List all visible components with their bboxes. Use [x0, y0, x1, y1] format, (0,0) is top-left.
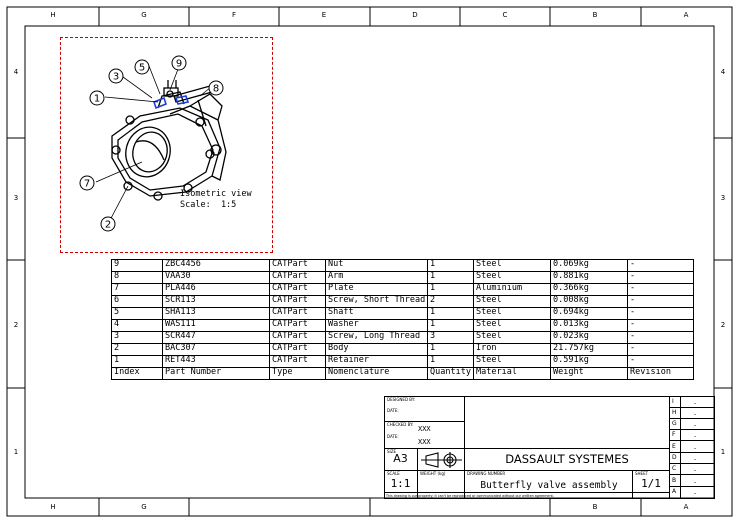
bom-cell: Screw, Long Thread: [328, 331, 421, 341]
balloon-label: 3: [112, 71, 120, 83]
view-caption: Isometric view: [180, 189, 252, 199]
balloon-3[interactable]: [108, 68, 124, 84]
disclaimer-text: This drawing is our property; it can't be reproduced or communicated without our written agreement.: [386, 493, 554, 498]
bom-cell: -: [630, 331, 636, 341]
balloon-label: 8: [212, 83, 220, 95]
revision-letter: I: [672, 398, 674, 405]
bom-cell: -: [630, 283, 636, 293]
bom-cell: CATPart: [272, 343, 308, 353]
bom-cell: 7: [114, 283, 120, 293]
bom-cell: CATPart: [272, 259, 308, 269]
bom-cell: 6: [114, 295, 120, 305]
bom-cell: -: [630, 259, 636, 269]
balloon-1[interactable]: [89, 90, 105, 106]
bom-cell: RET443: [165, 355, 196, 365]
zone-label-top: H: [50, 11, 56, 19]
zone-label-top: D: [412, 11, 418, 19]
bom-cell: 1: [114, 355, 120, 365]
bom-cell: CATPart: [272, 331, 308, 341]
revision-mark: -: [694, 467, 697, 474]
bom-cell: -: [630, 307, 636, 317]
bom-cell: 1: [430, 271, 436, 281]
checked-by-label: CHECKED BY:: [387, 422, 414, 427]
bom-cell: Iron: [476, 343, 497, 353]
bom-cell: Steel: [476, 331, 502, 341]
revision-letter: D: [672, 454, 677, 461]
bom-cell: VAA30: [165, 271, 191, 281]
zone-label-bottom: B: [592, 503, 598, 511]
bom-cell: CATPart: [272, 307, 308, 317]
bom-cell: 0.008kg: [553, 295, 589, 305]
bom-cell: Steel: [476, 319, 502, 329]
bom-header: Material: [476, 367, 517, 377]
drawing-number-label: DRAWING NUMBER: [467, 471, 506, 476]
zone-label-top: B: [592, 11, 598, 19]
bom-cell: Aluminium: [476, 283, 523, 293]
bom-cell: 1: [430, 259, 436, 269]
balloon-8[interactable]: [208, 80, 224, 96]
bom-cell: 1: [430, 307, 436, 317]
date-value[interactable]: XXX: [418, 438, 431, 446]
bom-cell: 1: [430, 283, 436, 293]
zone-label-right: 3: [720, 194, 726, 202]
bom-header: Part Number: [165, 367, 222, 377]
sheet-label: SHEET: [635, 471, 649, 476]
bom-header: Revision: [630, 367, 671, 377]
bom-header: Index: [114, 367, 140, 377]
bom-cell: CATPart: [272, 271, 308, 281]
sheet-scale: 1:1: [390, 477, 411, 490]
bom-cell: SCR113: [165, 295, 196, 305]
bom-cell: Retainer: [328, 355, 369, 365]
balloon-2[interactable]: [100, 216, 116, 232]
bom-cell: 0.366kg: [553, 283, 589, 293]
bom-cell: Nut: [328, 259, 344, 269]
zone-label-left: 2: [13, 321, 19, 329]
balloon-label: 1: [93, 93, 101, 105]
zone-label-bottom: H: [50, 503, 56, 511]
bom-cell: Washer: [328, 319, 359, 329]
revision-mark: -: [694, 445, 697, 452]
bom-cell: 2: [430, 295, 436, 305]
revision-mark: -: [694, 490, 697, 497]
designed-by-label: DESIGNED BY:: [387, 397, 416, 402]
bom-cell: 9: [114, 259, 120, 269]
bom-cell: WAS111: [165, 319, 196, 329]
size-label: SIZE: [387, 449, 396, 454]
bom-cell: Steel: [476, 355, 502, 365]
bom-cell: 0.023kg: [553, 331, 589, 341]
bom-cell: 0.694kg: [553, 307, 589, 317]
bom-header: Nomenclature: [328, 367, 390, 377]
zone-label-left: 4: [13, 68, 19, 76]
bom-cell: 4: [114, 319, 120, 329]
bom-grid: [111, 259, 695, 381]
zone-label-top: C: [502, 11, 508, 19]
bom-cell: -: [630, 355, 636, 365]
bom-cell: 0.069kg: [553, 259, 589, 269]
revision-mark: -: [694, 479, 697, 486]
bom-cell: SHA113: [165, 307, 196, 317]
date-label: DATE:: [387, 408, 399, 413]
bom-cell: 5: [114, 307, 120, 317]
zone-label-left: 1: [13, 448, 19, 456]
bom-cell: SCR447: [165, 331, 196, 341]
bom-cell: Steel: [476, 271, 502, 281]
zone-label-top: E: [321, 11, 327, 19]
bom-cell: 21.757kg: [553, 343, 594, 353]
balloon-label: 2: [104, 219, 112, 231]
bom-cell: Steel: [476, 259, 502, 269]
bom-cell: -: [630, 271, 636, 281]
balloon-7[interactable]: [79, 175, 95, 191]
view-scale: Scale: 1:5: [180, 200, 237, 210]
bom-cell: 8: [114, 271, 120, 281]
bom-cell: -: [630, 295, 636, 305]
balloon-label: 9: [175, 58, 183, 70]
revision-letter: G: [672, 420, 677, 427]
bom-cell: CATPart: [272, 319, 308, 329]
bom-cell: PLA446: [165, 283, 196, 293]
revision-mark: -: [694, 400, 697, 407]
zone-label-top: F: [231, 11, 237, 19]
zone-label-top: G: [141, 11, 147, 19]
balloon-label: 5: [138, 62, 146, 74]
revision-mark: -: [694, 456, 697, 463]
bom-cell: Body: [328, 343, 349, 353]
title-block: [384, 396, 715, 499]
balloon-5[interactable]: [134, 59, 150, 75]
revision-letter: A: [672, 488, 677, 495]
bom-cell: Arm: [328, 271, 344, 281]
bom-cell: 1: [430, 355, 436, 365]
bom-cell: CATPart: [272, 283, 308, 293]
bom-cell: 3: [430, 331, 436, 341]
date-label: DATE:: [387, 434, 399, 439]
bom-cell: ZBC4456: [165, 259, 201, 269]
scale-label: SCALE: [387, 471, 400, 476]
zone-label-bottom: G: [141, 503, 147, 511]
revision-letter: B: [672, 477, 677, 484]
revision-mark: -: [694, 411, 697, 418]
weight-label: WEIGHT (kg): [420, 471, 446, 476]
revision-mark: -: [694, 422, 697, 429]
drawing-title: Butterfly valve assembly: [480, 480, 618, 491]
zone-label-right: 4: [720, 68, 726, 76]
bom-cell: CATPart: [272, 355, 308, 365]
bom-cell: BAC307: [165, 343, 196, 353]
bom-header: Weight: [553, 367, 584, 377]
bom-header: Quantity: [430, 367, 471, 377]
bom-cell: 1: [430, 343, 436, 353]
revision-letter: E: [672, 443, 676, 450]
revision-mark: -: [694, 433, 697, 440]
bom-cell: Shaft: [328, 307, 354, 317]
bom-cell: 3: [114, 331, 120, 341]
balloon-9[interactable]: [171, 55, 187, 71]
projection-symbol-icon: [418, 449, 464, 471]
bill-of-materials: [111, 259, 694, 380]
zone-label-right: 1: [720, 448, 726, 456]
bom-cell: 2: [114, 343, 120, 353]
bom-cell: -: [630, 319, 636, 329]
zone-label-top: A: [683, 11, 689, 19]
bom-cell: 0.881kg: [553, 271, 589, 281]
zone-label-left: 3: [13, 194, 19, 202]
bom-cell: Screw, Short Thread: [328, 295, 426, 305]
zone-label-right: 2: [720, 321, 726, 329]
bom-cell: CATPart: [272, 295, 308, 305]
revision-letter: H: [672, 409, 677, 416]
bom-cell: 0.591kg: [553, 355, 589, 365]
checked-by-value[interactable]: XXX: [418, 425, 431, 433]
revision-letter: C: [672, 465, 677, 472]
bom-cell: -: [630, 343, 636, 353]
balloon-label: 7: [83, 178, 91, 190]
bom-cell: Plate: [328, 283, 354, 293]
revision-letter: F: [672, 431, 676, 438]
sheet-format: A3: [393, 452, 408, 465]
bom-cell: 0.013kg: [553, 319, 589, 329]
bom-cell: Steel: [476, 295, 502, 305]
bom-cell: Steel: [476, 307, 502, 317]
bom-cell: 1: [430, 319, 436, 329]
bom-header: Type: [272, 367, 293, 377]
sheet-number: 1/1: [641, 477, 661, 490]
zone-label-bottom: A: [683, 503, 689, 511]
company-name: DASSAULT SYSTEMES: [505, 452, 629, 466]
